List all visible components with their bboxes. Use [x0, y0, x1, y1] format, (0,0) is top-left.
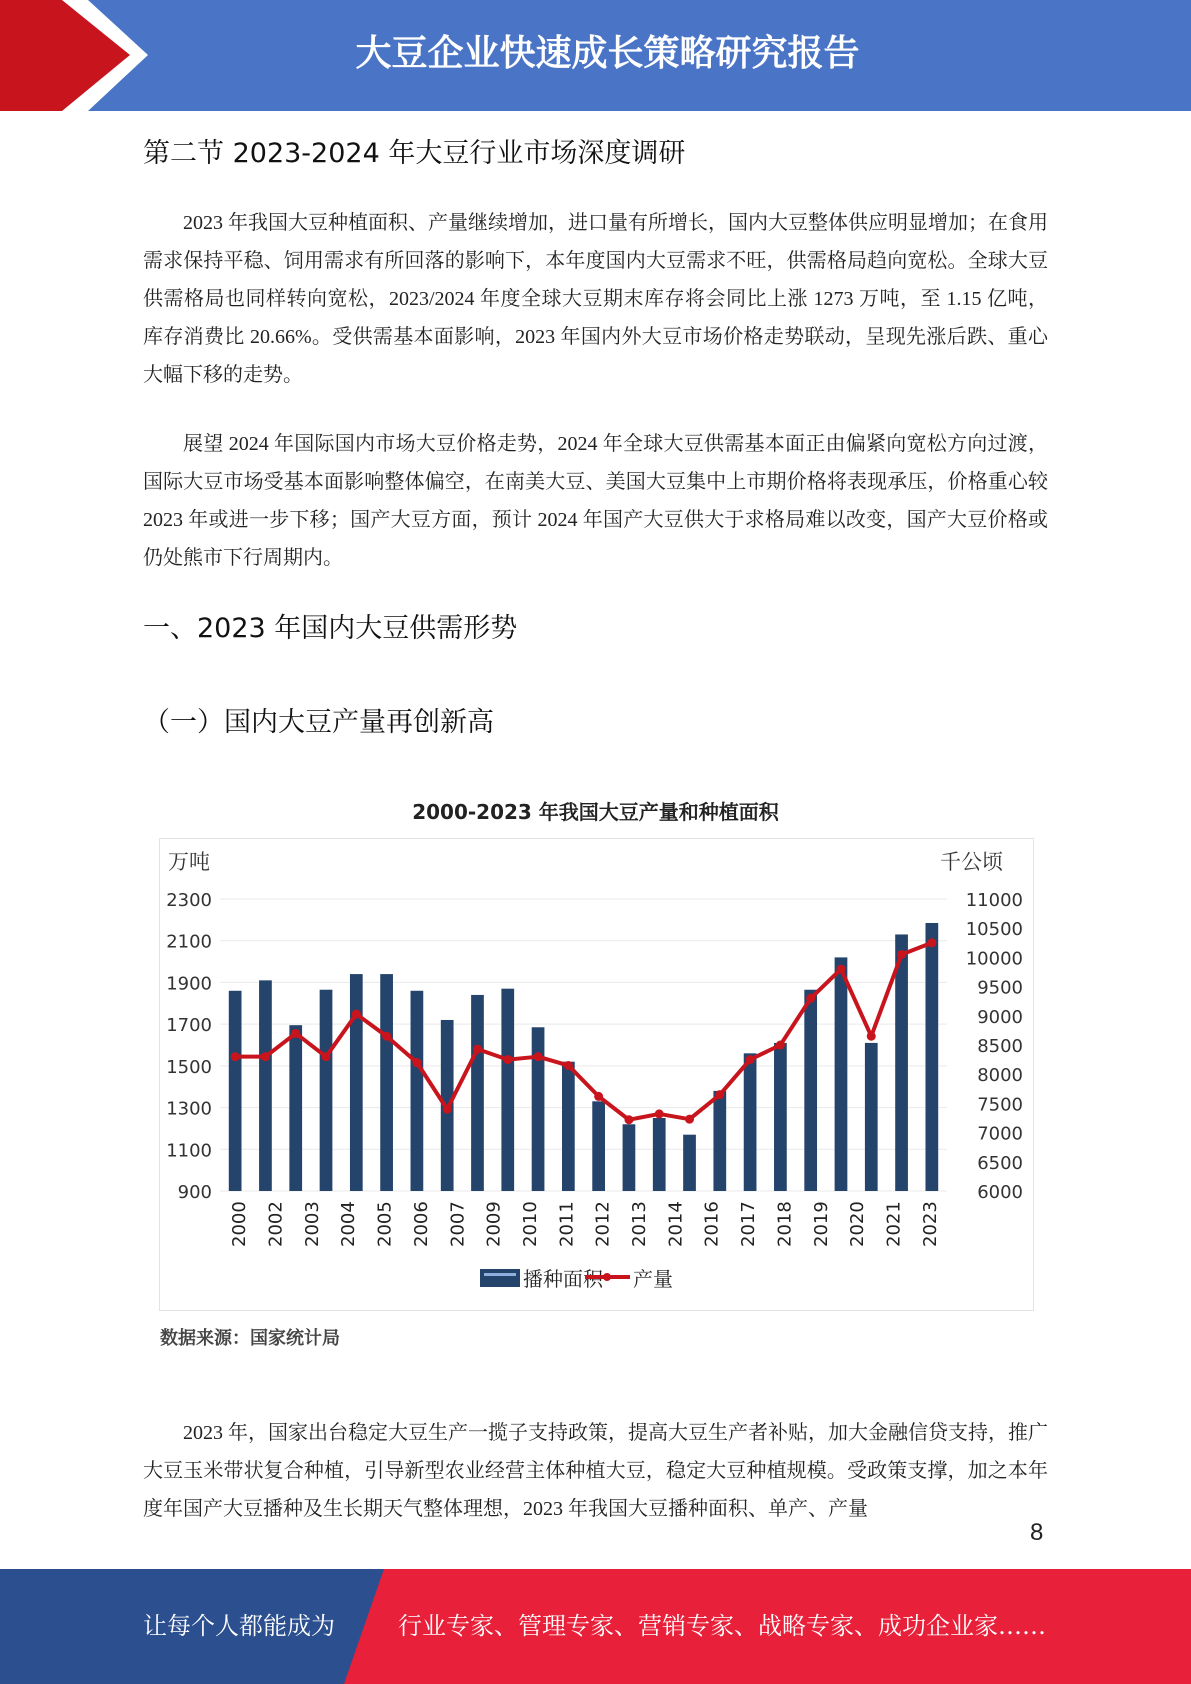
page-footer [0, 1569, 1191, 1684]
line-point [261, 1052, 270, 1061]
bar [865, 1043, 878, 1191]
bar [411, 991, 424, 1191]
bar [350, 974, 363, 1191]
right-tick-label: 8500 [977, 1036, 1023, 1057]
x-tick-label: 2021 [883, 1201, 905, 1247]
line-point [836, 965, 845, 974]
bar-series [229, 923, 938, 1191]
page-number: 8 [1030, 1519, 1044, 1546]
x-axis-ticks [229, 1201, 941, 1247]
bar [471, 995, 484, 1191]
x-tick-label: 2010 [519, 1201, 541, 1247]
x-tick-label: 2002 [265, 1201, 287, 1247]
x-tick-label: 2006 [410, 1201, 432, 1247]
line-point [746, 1055, 755, 1064]
bar [653, 1118, 666, 1191]
header-title: 大豆企业快速成长策略研究报告 [355, 33, 860, 74]
bar [774, 1043, 787, 1191]
right-tick-label: 10000 [965, 948, 1023, 970]
right-tick-label: 6000 [977, 1182, 1023, 1203]
right-tick-label: 8000 [977, 1065, 1023, 1087]
right-axis-unit: 千公顷 [940, 850, 1003, 874]
footer-slogan-left: 让每个人都能成为 [143, 1612, 335, 1640]
left-tick-label: 1700 [166, 1015, 212, 1037]
left-tick-label: 1100 [166, 1140, 212, 1162]
bar [320, 990, 333, 1191]
data-source: 数据来源：国家统计局 [160, 1328, 340, 1349]
x-tick-label: 2007 [447, 1201, 469, 1247]
bar [532, 1027, 545, 1191]
right-tick-label: 6500 [977, 1152, 1023, 1174]
heading-supply-demand: 一、2023 年国内大豆供需形势 [143, 613, 518, 644]
bar [592, 1101, 605, 1191]
left-axis-ticks [166, 890, 212, 1203]
legend-line-marker [603, 1273, 611, 1281]
x-tick-label: 2000 [229, 1201, 251, 1247]
bar [562, 1062, 575, 1191]
bar [683, 1135, 696, 1191]
chart-title: 2000-2023 年我国大豆产量和种植面积 [412, 800, 779, 824]
x-tick-label: 2020 [847, 1201, 869, 1247]
production-line [235, 943, 932, 1120]
x-tick-label: 2013 [629, 1201, 651, 1247]
x-tick-label: 2018 [774, 1201, 796, 1247]
bar [925, 923, 938, 1191]
bar [380, 974, 393, 1191]
left-axis-unit: 万吨 [168, 850, 210, 874]
line-point [897, 950, 906, 959]
line-point [776, 1041, 785, 1050]
line-point [322, 1052, 331, 1061]
bar [835, 957, 848, 1191]
right-tick-label: 9500 [977, 977, 1023, 999]
legend-bar-label: 播种面积 [523, 1267, 603, 1291]
x-tick-label: 2017 [738, 1201, 760, 1247]
x-tick-label: 2003 [301, 1201, 323, 1247]
line-point [534, 1052, 543, 1061]
line-point [685, 1115, 694, 1124]
x-tick-label: 2005 [374, 1201, 396, 1247]
x-tick-label: 2014 [665, 1201, 687, 1247]
paragraph-3: 2023 年，国家出台稳定大豆生产一揽子支持政策，提高大豆生产者补贴，加大金融信贷支持，推广大豆玉米带状复合种植，引导新型农业经营主体种植大豆，稳定大豆种植规模。受政策支撑，加之本年度年国产大豆播种及生长期天气整体理想，2023 年我国大豆播种面积、单产、产量 [143, 1422, 1048, 1520]
bar [501, 989, 514, 1191]
legend-bar-swatch [480, 1269, 520, 1287]
line-point [867, 1032, 876, 1041]
bar [623, 1124, 636, 1191]
x-tick-label: 2011 [556, 1201, 578, 1247]
bar [744, 1053, 757, 1191]
page-header [0, 0, 1191, 111]
right-tick-label: 9000 [977, 1006, 1023, 1028]
line-point [594, 1092, 603, 1101]
soybean-chart [160, 839, 1033, 1310]
section-title: 第二节 2023-2024 年大豆行业市场深度调研 [143, 138, 686, 169]
legend-bar-highlight [484, 1273, 516, 1276]
left-tick-label: 1900 [166, 973, 212, 995]
line-point [806, 994, 815, 1003]
right-axis-ticks [966, 890, 1023, 1203]
line-point [231, 1052, 240, 1061]
line-point [291, 1029, 300, 1038]
left-tick-label: 1300 [166, 1098, 212, 1120]
left-tick-label: 900 [177, 1182, 212, 1203]
footer-slogan-right: 行业专家、管理专家、营销专家、战略专家、成功企业家…… [398, 1612, 1046, 1640]
paragraph-1: 2023 年我国大豆种植面积、产量继续增加，进口量有所增长，国内大豆整体供应明显增加；在食用需求保持平稳、饲用需求有所回落的影响下，本年度国内大豆需求不旺，供需格局趋向宽松。全球大豆供需格局也同样转向宽松，2023/2024 年度全球大豆期末库存将会同比上涨 1273 万吨，至 1.15 亿吨，库存消费比 20.66%。受供需基本面影响，2023 年国内外大豆市场价格走势联动，呈现先涨后跌、重心大幅下移的走势。 [143, 212, 1048, 386]
paragraph-2: 展望 2024 年国际国内市场大豆价格走势，2024 年全球大豆供需基本面正由偏紧向宽松方向过渡，国际大豆市场受基本面影响整体偏空，在南美大豆、美国大豆集中上市期价格将表现承压，价格重心较 2023 年或进一步下移；国产大豆方面，预计 2024 年国产大豆供大于求格局难以改变，国产大豆价格或仍处熊市下行周期内。 [143, 433, 1048, 569]
right-tick-label: 7500 [977, 1094, 1023, 1116]
line-point [443, 1105, 452, 1114]
line-point [412, 1058, 421, 1067]
x-tick-label: 2004 [338, 1201, 360, 1247]
left-tick-label: 1500 [166, 1056, 212, 1078]
bar [713, 1091, 726, 1191]
line-point [927, 938, 936, 947]
x-tick-label: 2019 [810, 1201, 832, 1247]
line-point [655, 1109, 664, 1118]
legend [480, 1267, 673, 1291]
line-point [624, 1115, 633, 1124]
right-tick-label: 11000 [965, 890, 1023, 911]
bar [895, 934, 908, 1191]
bar [259, 980, 272, 1191]
right-tick-label: 7000 [977, 1123, 1023, 1145]
x-tick-label: 2009 [483, 1201, 505, 1247]
legend-line-label: 产量 [633, 1267, 673, 1291]
bar [229, 991, 242, 1191]
left-tick-label: 2100 [166, 931, 212, 953]
line-series [231, 938, 937, 1124]
line-point [473, 1045, 482, 1054]
line-point [564, 1061, 573, 1070]
bar [289, 1025, 302, 1191]
right-tick-label: 10500 [965, 919, 1023, 941]
bar [804, 990, 817, 1191]
left-tick-label: 2300 [166, 890, 212, 911]
line-point [382, 1032, 391, 1041]
line-point [715, 1090, 724, 1099]
chart-container [159, 838, 1034, 1311]
line-point [352, 1010, 361, 1019]
x-tick-label: 2016 [701, 1201, 723, 1247]
x-tick-label: 2012 [592, 1201, 614, 1247]
line-point [503, 1055, 512, 1064]
heading-production-high: （一）国内大豆产量再创新高 [143, 707, 494, 738]
x-tick-label: 2023 [919, 1201, 941, 1247]
